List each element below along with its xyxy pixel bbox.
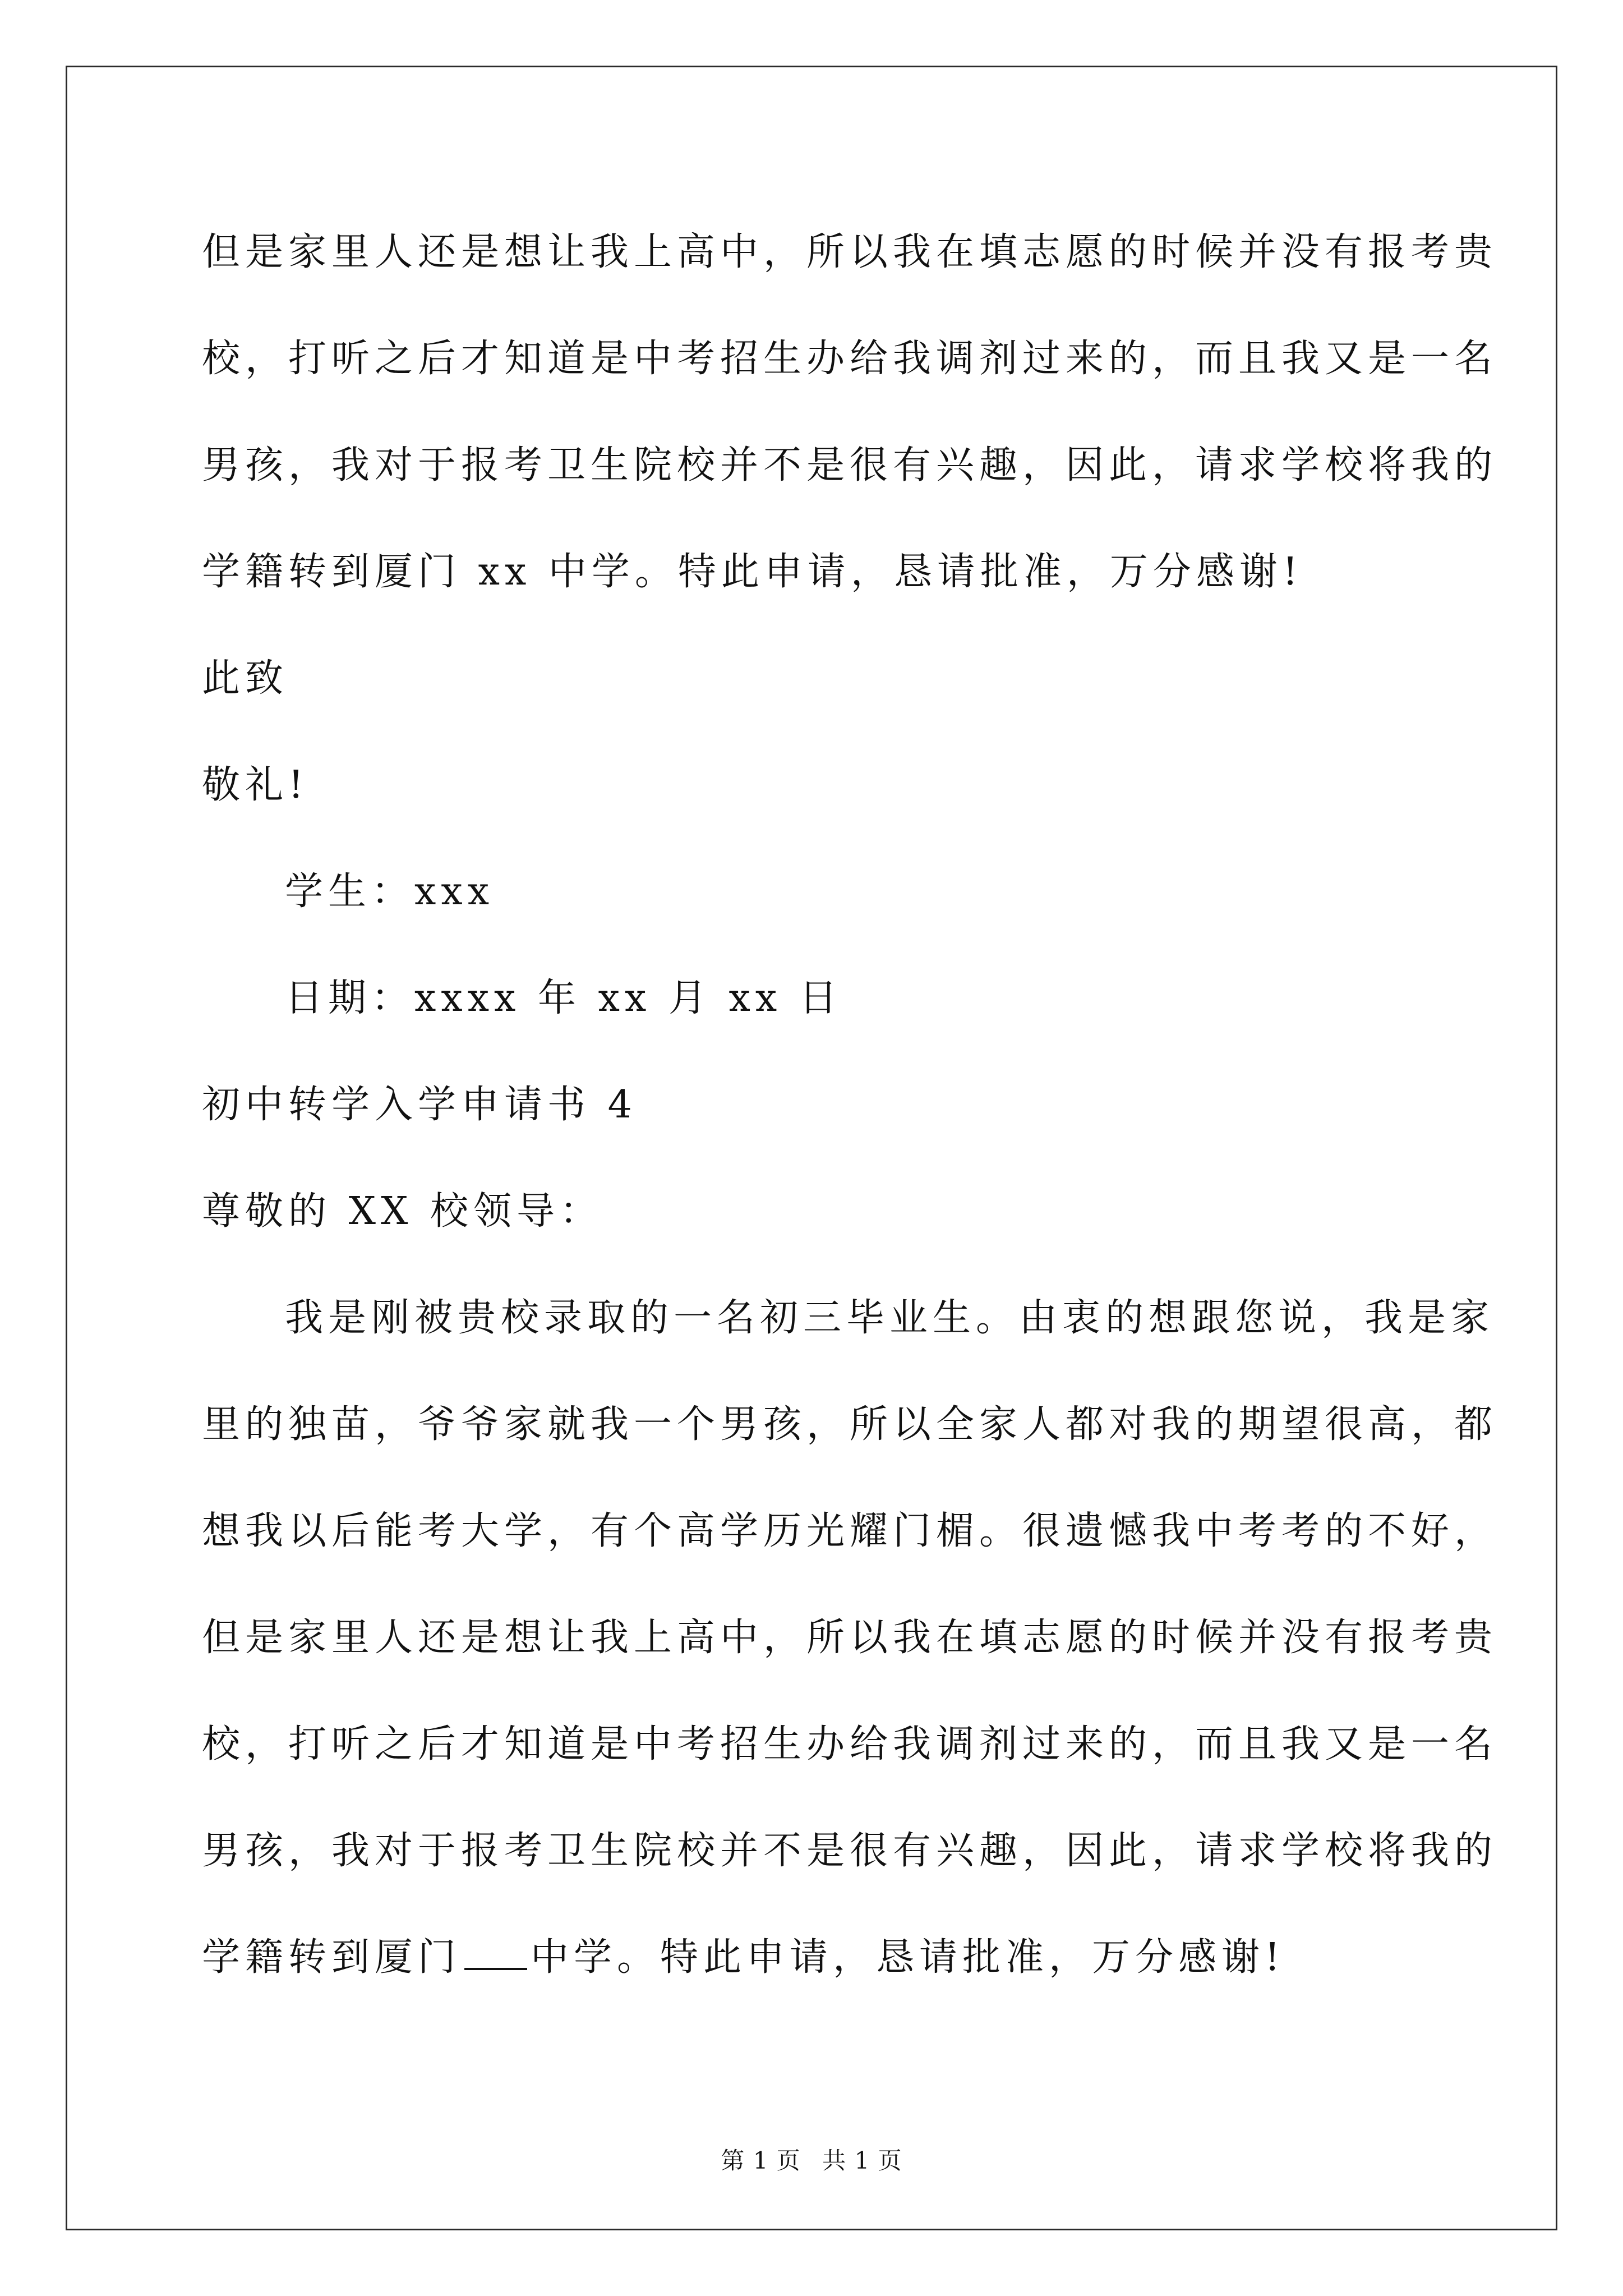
paragraph-line: 想我以后能考大学，有个高学历光耀门楣。很遗憾我中考考的不好， — [202, 1509, 1498, 1553]
page-number-total: 共 1 页 — [822, 2147, 902, 2174]
page-footer — [0, 2144, 1623, 2178]
closing-salutation: 此致 — [202, 656, 289, 701]
closing-regards: 敬礼! — [202, 763, 309, 807]
section-title: 初中转学入学申请书 4 — [202, 1083, 637, 1127]
document-body — [202, 210, 1498, 2022]
fill-in-blank — [464, 1936, 527, 1970]
paragraph-line: 但是家里人还是想让我上高中，所以我在填志愿的时候并没有报考贵 — [202, 230, 1498, 274]
paragraph-line: 校，打听之后才知道是中考招生办给我调剂过来的，而且我又是一名 — [202, 1722, 1498, 1766]
letter-greeting: 尊敬的 XX 校领导： — [202, 1189, 603, 1234]
paragraph-line: 男孩，我对于报考卫生院校并不是很有兴趣，因此，请求学校将我的 — [202, 443, 1498, 487]
paragraph-line: 但是家里人还是想让我上高中，所以我在填志愿的时候并没有报考贵 — [202, 1616, 1498, 1660]
paragraph-line: 学籍转到厦门 xx 中学。特此申请，恳请批准，万分感谢! — [202, 550, 1303, 594]
signature-date: 日期：xxxx 年 xx 月 xx 日 — [285, 976, 842, 1020]
paragraph-line: 男孩，我对于报考卫生院校并不是很有兴趣，因此，请求学校将我的 — [202, 1829, 1498, 1873]
paragraph-line: 我是刚被贵校录取的一名初三毕业生。由衷的想跟您说，我是家 — [285, 1296, 1495, 1340]
line-text-before-blank: 学籍转到厦门 — [202, 1935, 462, 1980]
line-text-after-blank: 中学。特此申请，恳请批准，万分感谢! — [531, 1935, 1285, 1980]
paragraph-line: 里的独苗，爷爷家就我一个男孩，所以全家人都对我的期望很高，都 — [202, 1402, 1498, 1447]
paragraph-line-with-blank — [202, 1916, 1424, 2022]
signature-student: 学生：xxx — [285, 869, 495, 914]
page-number-current: 第 1 页 — [721, 2147, 801, 2174]
paragraph-line: 校，打听之后才知道是中考招生办给我调剂过来的，而且我又是一名 — [202, 337, 1498, 381]
